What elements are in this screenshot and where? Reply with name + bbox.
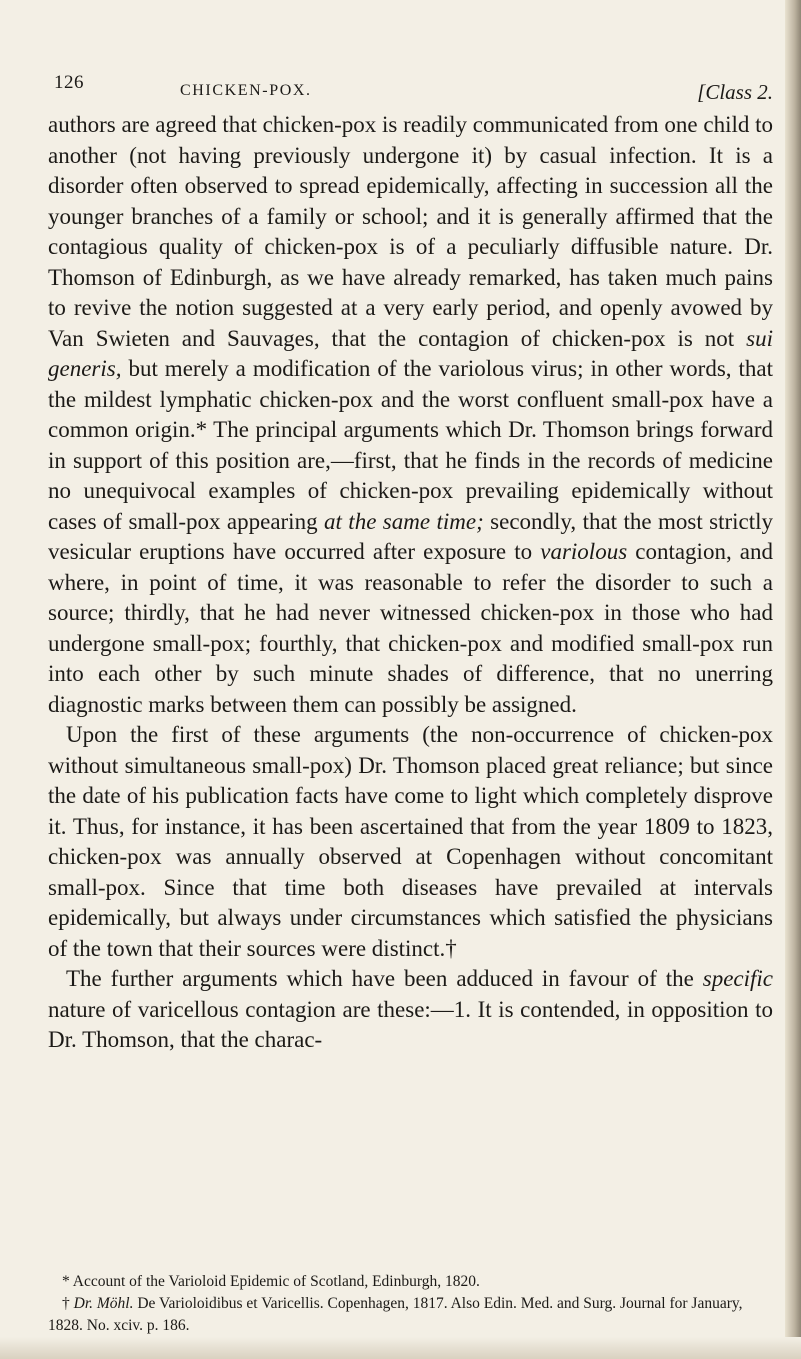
book-page [48,0,773,1359]
paragraph-1-text-a: authors are agreed that chicken-pox is readily communicated from one child to another (not having previously undergone it) by casual infection. It is a disorder often observed to spread epidemically, affecting in succession all the younger branches of a family or school; and it is generally affirmed that the contagious quality of chicken-pox is of a peculiarly diffusible nature. Dr. Thomson of Edinburgh, as we have already remarked, has taken much pains to revive the notion suggested at a very early period, and openly avowed by Van Swieten and Sauvages, that the contagion of chicken-pox is not [48,112,773,351]
paragraph-1-italic-variolous: variolous [540,539,628,564]
footnotes [48,1271,773,1337]
body-text [48,110,773,1056]
page-edge-shadow [785,0,801,1359]
page-header [48,72,773,102]
footnote-2-mark: † [62,1295,74,1312]
paragraph-3-text-a: The further arguments which have been adduced in favour of the [66,966,703,991]
footnote-1: * Account of the Varioloid Epidemic of Scotland, Edinburgh, 1820. [62,1273,480,1290]
running-title: CHICKEN-POX. [180,82,312,99]
footnote-2-author: Dr. Möhl. [73,1295,134,1312]
paragraph-3 [48,964,773,1056]
class-label: [Class 2. [697,80,773,104]
paragraph-1-text-b: but merely a modification of the variolous virus; in other words, that the mildest lymphatic chicken-pox and the worst confluent small-pox have a common origin.* The principal arguments which Dr. Thomson brings forward in support of this position are,—first, that he finds in the records of medicine no unequivocal examples of chicken-pox prevailing epidemically without cases of small-pox appearing [48,356,773,534]
paragraph-3-text-b: nature of varicellous contagion are these:—1. It is contended, in opposition to Dr. Thomson, that the charac- [48,996,773,1052]
paragraph-1-text-d: contagion, and where, in point of time, it was reasonable to refer the disorder to such a source; thirdly, that he had never witnessed chicken-pox in those who had undergone small-pox; fourthly, that chicken-pox and modified small-pox run into each other by such minute shades of difference, that no unerring diagnostic marks between them can possibly be assigned. [48,539,774,717]
footnote-2 [48,1293,773,1337]
paragraph-2: Upon the first of these arguments (the non-occurrence of chicken-pox without simultaneous small-pox) Dr. Thomson placed great reliance; but since the date of his publication facts have come to light which completely disprove it. Thus, for instance, it has been ascertained that from the year 1809 to 1823, chicken-pox was annually observed at Copenhagen without concomitant small-pox. Since that time both diseases have prevailed at intervals epidemically, but always under circumstances which satisfied the physicians of the town that their sources were distinct.† [48,722,773,961]
paragraph-1 [48,110,773,720]
paragraph-1-italic-same-time: at the same time; [324,508,484,534]
paragraph-3-italic-specific: specific [702,966,773,991]
footnote-2-text: De Varioloidibus et Varicellis. Copenhagen, 1817. Also Edin. Med. and Surg. Journal for January, 1828. No. xciv. p. 186. [48,1295,743,1334]
paragraph-1-italic-sui-generis: sui generis, [48,325,773,381]
paragraph-1-text-c: secondly, that the most strictly vesicular eruptions have occurred after exposure to [48,508,774,564]
page-number: 126 [54,72,84,93]
